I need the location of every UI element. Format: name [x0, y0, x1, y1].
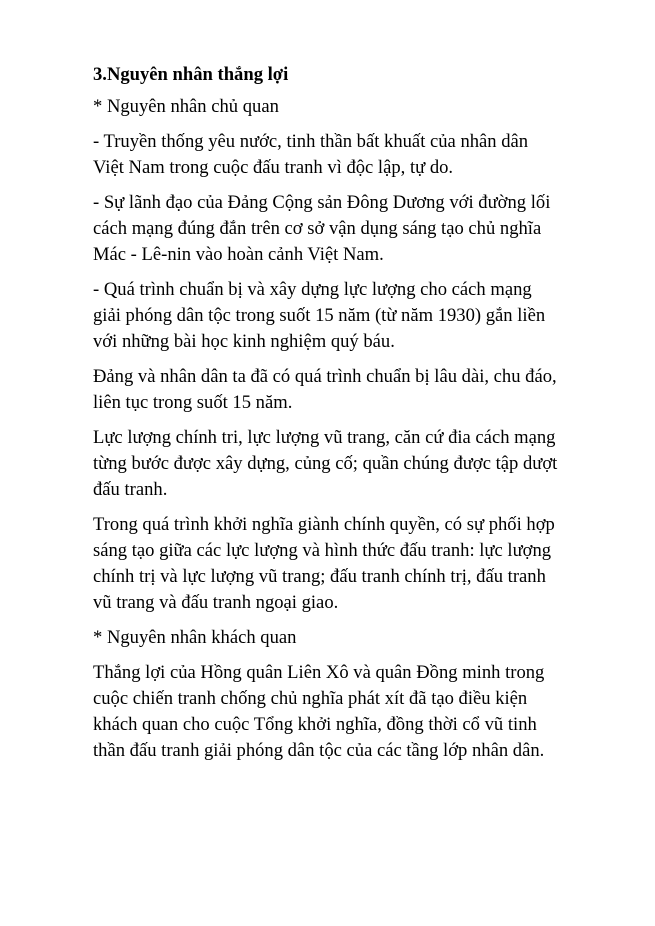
text-line: cách mạng đúng đắn trên cơ sở vận dụng sáng tạo chủ nghĩa [93, 218, 542, 239]
text-line: Mác - Lê-nin vào hoàn cảnh Việt Nam. [93, 244, 384, 265]
paragraph-long-preparation [93, 364, 598, 416]
paragraph-party-leadership [93, 190, 598, 268]
paragraph-forces-built [93, 425, 598, 503]
subheading-objective-causes [93, 625, 598, 651]
text-line: - Truyền thống yêu nước, tinh thần bất khuất của nhân dân [93, 131, 529, 152]
paragraph-coordination [93, 512, 598, 616]
text-line: * Nguyên nhân khách quan [93, 627, 297, 648]
text-line: - Sự lãnh đạo của Đảng Cộng sản Đông Dương với đường lối [93, 192, 551, 213]
paragraph-patriotic-tradition [93, 129, 598, 181]
text-line: cuộc chiến tranh chống chủ nghĩa phát xít đã tạo điều kiện [93, 688, 528, 709]
text-line: giải phóng dân tộc trong suốt 15 năm (từ năm 1930) gắn liền [93, 305, 546, 326]
text-line: Việt Nam trong cuộc đấu tranh vì độc lập, tự do. [93, 157, 454, 178]
section-heading: 3.Nguyên nhân thắng lợi [93, 64, 289, 85]
text-line: Lực lượng chính tri, lực lượng vũ trang, căn cứ đia cách mạng [93, 427, 556, 448]
text-line: đấu tranh. [93, 479, 168, 500]
text-line: chính trị và lực lượng vũ trang; đấu tranh chính trị, đấu tranh [93, 566, 546, 587]
text-line: Trong quá trình khởi nghĩa giành chính quyền, có sự phối hợp [93, 514, 555, 535]
text-line: Đảng và nhân dân ta đã có quá trình chuẩn bị lâu dài, chu đáo, [93, 366, 557, 387]
text-line: sáng tạo giữa các lực lượng và hình thức đấu tranh: lực lượng [93, 540, 552, 561]
document-body [93, 62, 598, 773]
text-line: với những bài học kinh nghiệm quý báu. [93, 331, 395, 352]
text-line: vũ trang và đấu tranh ngoại giao. [93, 592, 339, 613]
text-line: * Nguyên nhân chủ quan [93, 96, 279, 117]
paragraph-allied-victory [93, 660, 598, 764]
text-line: thần đấu tranh giải phóng dân tộc của các tầng lớp nhân dân. [93, 740, 545, 761]
text-line: Thắng lợi của Hồng quân Liên Xô và quân Đồng minh trong [93, 662, 545, 683]
text-line: liên tục trong suốt 15 năm. [93, 392, 293, 413]
text-line: từng bước được xây dựng, củng cố; quần chúng được tập dượt [93, 453, 558, 474]
text-line: khách quan cho cuộc Tổng khởi nghĩa, đồng thời cổ vũ tinh [93, 714, 537, 735]
subheading-subjective-causes [93, 94, 598, 120]
paragraph-preparation-process [93, 277, 598, 355]
text-line: - Quá trình chuẩn bị và xây dựng lực lượng cho cách mạng [93, 279, 532, 300]
